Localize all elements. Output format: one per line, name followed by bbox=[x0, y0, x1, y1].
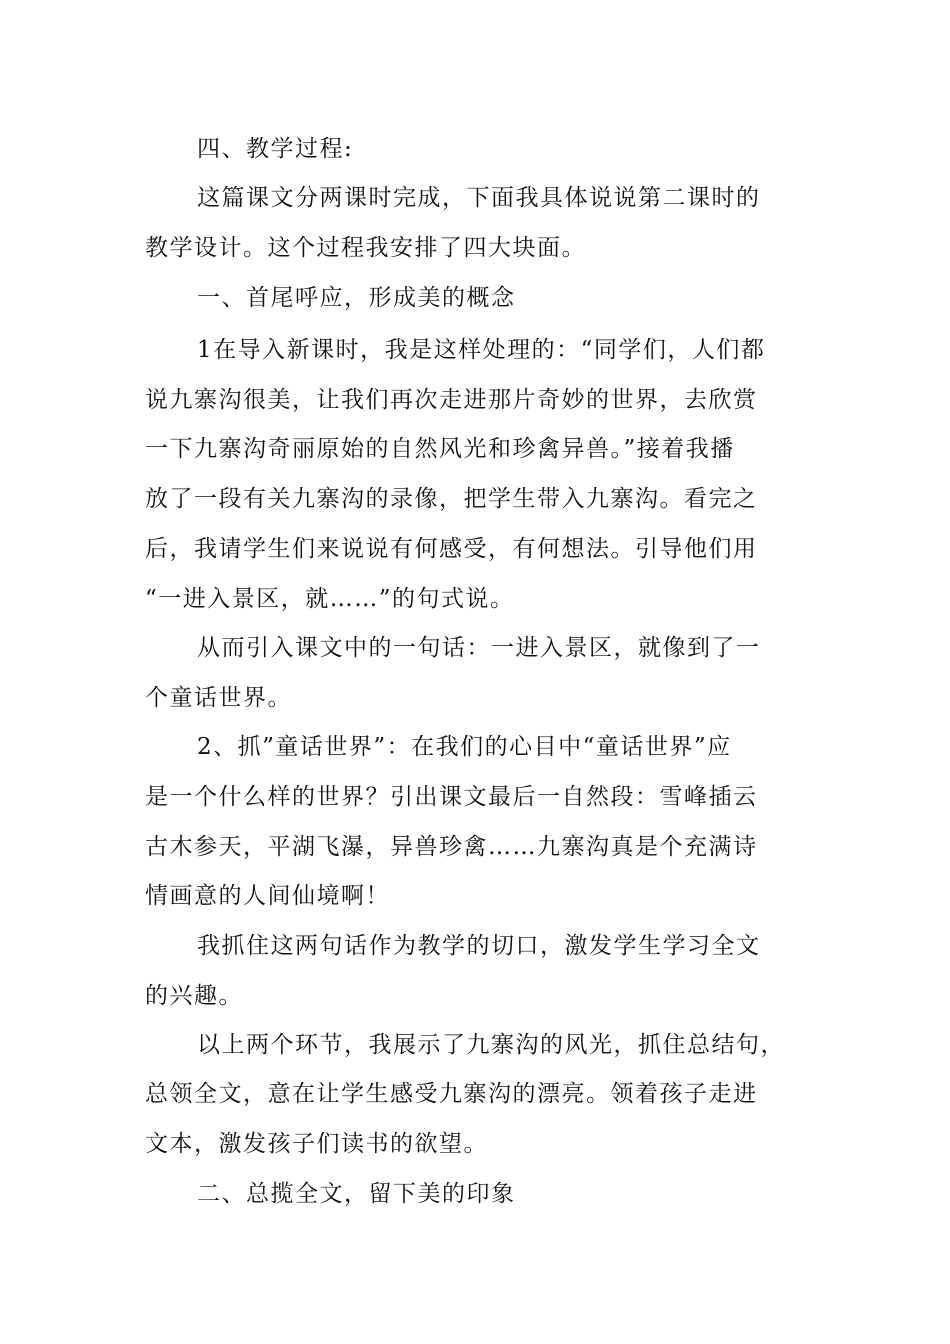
paragraph-line: 我抓住这两句话作为教学的切口，激发学生学习全文 bbox=[197, 933, 761, 959]
paragraph-line: “一进入景区，就……”的句式说。 bbox=[145, 586, 515, 612]
paragraph-line: 古木参天，平湖飞瀑，异兽珍禽……九寨沟真是个充满诗 bbox=[145, 834, 758, 860]
paragraph-line: 放了一段有关九寨沟的录像，把学生带入九寨沟。看完之 bbox=[145, 486, 758, 512]
paragraph-line: 的兴趣。 bbox=[145, 983, 243, 1009]
paragraph-line: 是一个什么样的世界？引出课文最后一自然段：雪峰插云 bbox=[145, 784, 758, 810]
paragraph-line: 个童话世界。 bbox=[145, 685, 292, 711]
paragraph-line: 一下九寨沟奇丽原始的自然风光和珍禽异兽。”接着我播 bbox=[145, 436, 735, 462]
paragraph-line: 说九寨沟很美，让我们再次走进那片奇妙的世界，去欣赏 bbox=[145, 387, 758, 413]
section-heading-part-two: 二、总揽全文，留下美的印象 bbox=[197, 1181, 516, 1207]
paragraph-line: 后，我请学生们来说说有何感受，有何想法。引导他们用 bbox=[145, 536, 758, 562]
section-heading-teaching-process: 四、教学过程: bbox=[197, 136, 354, 162]
paragraph-line: 教学设计。这个过程我安排了四大块面。 bbox=[145, 235, 586, 261]
section-heading-part-one: 一、首尾呼应，形成美的概念 bbox=[197, 285, 516, 311]
paragraph-line: 情画意的人间仙境啊！ bbox=[145, 883, 390, 909]
paragraph-line: 文本，激发孩子们读书的欲望。 bbox=[145, 1131, 488, 1157]
paragraph-line: 这篇课文分两课时完成，下面我具体说说第二课时的 bbox=[197, 185, 761, 211]
paragraph-line: 以上两个环节，我展示了九寨沟的风光，抓住总结句， bbox=[197, 1032, 785, 1058]
paragraph-line: 从而引入课文中的一句话：一进入景区，就像到了一 bbox=[197, 635, 761, 661]
paragraph-line: 2、抓”童话世界”：在我们的心目中“童话世界”应 bbox=[197, 734, 732, 760]
paragraph-line: 总领全文，意在让学生感受九寨沟的漂亮。领着孩子走进 bbox=[145, 1081, 758, 1107]
paragraph-line: 1在导入新课时，我是这样处理的：“同学们，人们都 bbox=[197, 337, 766, 363]
